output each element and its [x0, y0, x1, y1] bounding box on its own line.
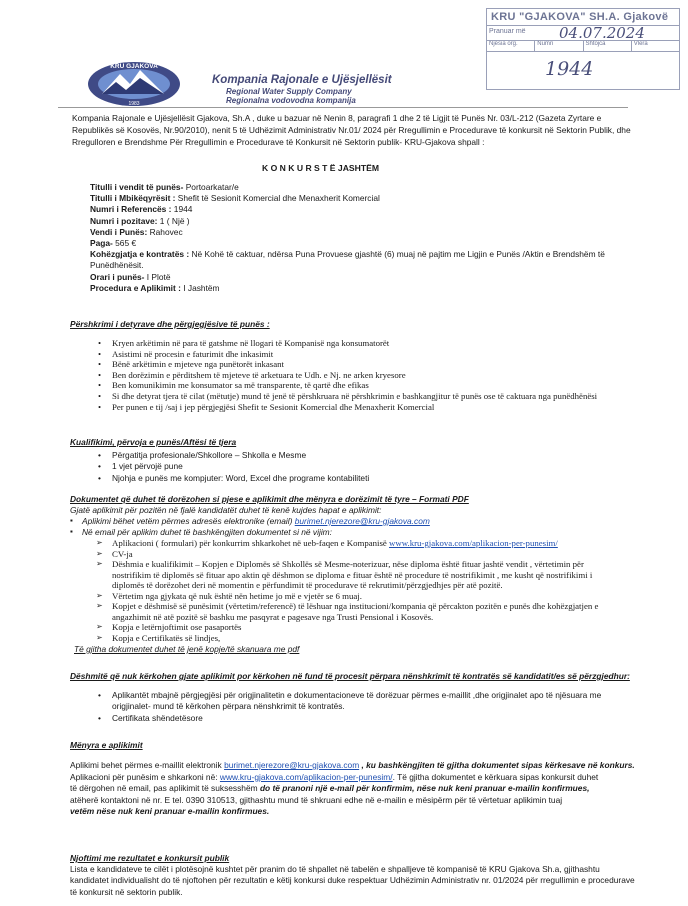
company-logo — [86, 60, 182, 108]
page-title: K O N K U R S T Ë JASHTËM — [262, 163, 379, 173]
field-row: Vendi i Punës: Rahovec — [90, 226, 183, 237]
list-item: ▪ Në email për aplikim duhet të bashkëngjiten dokumentet si në vijim: — [82, 527, 622, 538]
company-name: Kompania Rajonale e Ujësjellësit — [212, 74, 392, 86]
duties-heading: Përshkrimi i detyrave dhe përgjegjësive të punës : — [70, 319, 270, 329]
company-name-sr: Regionalna vodovodna kompanija — [226, 96, 356, 105]
stamp-col: Shtojca — [584, 41, 632, 51]
documents-heading: Dokumentet që duhet të dorëzohen si pjese e aplikimit dhe mënyra e dorëzimit të tyre – Formati PDF — [70, 494, 469, 504]
duties-list — [112, 338, 612, 412]
logo-text: KRU GJAKOVA — [110, 63, 158, 70]
qualifications-heading: Kualifikimi, përvoja e punës/Aftësi të tjera — [70, 437, 237, 447]
results-heading: Njoftimi me rezultatet e konkursit publik — [70, 853, 230, 863]
stamp-number: 1944 — [545, 58, 594, 80]
method-form-link[interactable]: www.kru-gjakova.com/aplikacion-per-punesim/ — [219, 771, 393, 782]
list-item: • Certifikata shëndetësore — [112, 713, 622, 724]
proof-heading: Dëshmitë që nuk kërkohen gjate aplikimit por kërkohen në fund të procesit përpara nënshkrimit të kontratës së kandidatit/es së përzgjedhur: — [70, 671, 630, 681]
list-item: • Si dhe detyrat tjera të cilat (mëtutje) mund të jenë të përshkruara në përshkrimin e bashkangjitur të punës ose të caktuara nga punëdhënësi — [112, 391, 612, 402]
documents-footer: Të gjitha dokumentet duhet të jenë kopje/të skanuara me pdf — [74, 644, 300, 654]
list-item: • Ben komunikimin me konsumator sa më transparente, të qartë dhe efikas — [112, 380, 612, 391]
stamp-date: 04.07.2024 — [559, 24, 645, 42]
stamp-col: Vlera — [633, 41, 648, 47]
documents-intro: Gjatë aplikimit për pozitën në fjalë kandidatët duhet të kenë kujdes hapat e aplikimit: — [70, 505, 382, 515]
stamp-col: Numri — [535, 41, 583, 51]
field-row: Procedura e Aplikimit : I Jashtëm — [90, 282, 220, 293]
list-item: • Ben dorëzimin e përditshem të mjeteve të arketuara te Udh. e Nj. ne arken kryesore — [112, 370, 612, 381]
list-item: • 1 vjet përvojë pune — [112, 461, 612, 472]
stamp-row-label: Pranuar më — [489, 28, 526, 35]
intro-paragraph: Kompania Rajonale e Ujësjellësit Gjakova, Sh.A , duke u bazuar në Nenin 8, paragrafi 1 dhe 2 të Ligjit të Punës Nr. 03/L-212 (Gazeta Zyrtare e Republikës së Kosovës, Nr.90/2010), nenit 5 të Udhëzimit Administrativ Nr.01/ 2024 për Rregullimin e Procedurave të konkursit në Sektorin Publik, dhe Rregulloren e Brendshme Për Rregullimin e Procedurave të Konkursit në Sektorin publik- KRU-Gjakova shpall : — [72, 113, 631, 147]
list-item: ➢ Kopjet e dëshmisë së punësimit (vërtetim/referencë) të lëshuar nga institucioni/kompania që përcakton pozitën e punës dhe kohëzgjatjen e angazhimit në atë pozitë së bashku me pasqyrat e pagesave nga Trusti Pensional i Kosovës. — [112, 601, 622, 622]
list-item: • Per punen e tij /saj i jep përgjegjësi Shefit te Sesionit Komercial dhe Menaxherit Komercial — [112, 402, 612, 413]
list-item: • Bënë arkëtimin e mjeteve nga punëtorët inkasant — [112, 359, 612, 370]
list-item: • Njohja e punës me kompjuter: Word, Excel dhe programe kontabiliteti — [112, 473, 612, 484]
field-row: Numri i pozitave: 1 ( Një ) — [90, 215, 190, 226]
list-item: ➢ Kopja e Certifikatës së lindjes, — [112, 633, 622, 644]
list-item: ➢ CV-ja — [112, 549, 622, 560]
results-paragraph: Lista e kandidateve te cilët i plotësojnë kushtet për pranim do të shpallet në tabelën e shpalljeve të kompanisë të KRU Gjakova Sh.a, gjithashtu kandidatet individualisht do të njoftohen për rezultatin e këtij konkursi duke respektuar Udhëzimin Administrativ nr. 01/2024 për rregullimin e procedurave të konkursit në sektorin publik. — [70, 864, 635, 897]
method-heading: Mënyra e aplikimit — [70, 740, 143, 750]
company-name-en: Regional Water Supply Company — [226, 87, 352, 96]
field-row: Orari i punës- I Plotë — [90, 271, 171, 282]
list-item: ➢ Dëshmia e kualifikimit – Kopjen e Diplomës së Shkollës së Mesme-noterizuar, nëse diploma është fituar jashtë vendit , vërtetimin për nostrifikim të diplomës së fituar apo aktin që dëshmon se diploma e fituar është në procedure të nostrifikimit , me kusht që nostrifikimi i diplomës të dorëzohet deri në momentin e përfundimit të procedurave të rekrutimit/përzgjedhjes për atë pozitë. — [112, 559, 622, 591]
field-row: Kohëzgjatja e kontratës : Në Kohë të caktuar, ndërsa Puna Provuese gjashtë (6) muaj në pajtim me Ligjin e Punës /Aktin e Brendshëm të Punëdhënësit. — [90, 249, 605, 271]
list-item: ➢ Aplikacioni ( formulari) për konkurrim shkarkohet në ueb-faqen e Kompanisë www.kru-gjakova.com/aplikacion-per-punesim/ — [112, 538, 622, 549]
header-divider — [58, 107, 628, 108]
qualifications-list — [112, 450, 612, 484]
documents-list — [112, 538, 622, 643]
method-paragraph: Aplikimi behet përmes e-maillit elektronik burimet.njerezore@kru-gjakova.com , ku bashkëngjiten të gjitha dokumentet sipas kërkesave në konkurs. Aplikacioni për punësim e shkarkoni në: www.kru-gjakova.com/aplikacion-per-punesim/. Të gjitha dokumentet e kërkuara sipas konkursit duhet të dërgohen në email, pas aplikimit të suksesshëm do të pranoni një e-mail për konfirmim, nëse nuk keni pranuar e-mailin konfirmues, atëherë kontaktoni në nr. E tel. 0390 310513, gjithashtu mund të shkruani edhe në e-mailin e mësipërm për të vërtetuar aplikimin tuaj vetëm nëse nuk keni pranuar e-mailin konfirmues. — [70, 760, 635, 817]
list-item: ➢ Vërtetim nga gjykata që nuk është nën hetime jo më e vjetër se 6 muaj. — [112, 591, 622, 602]
field-row: Paga- 565 € — [90, 238, 137, 249]
stamp-columns — [487, 41, 679, 52]
application-form-link[interactable]: www.kru-gjakova.com/aplikacion-per-punesim/ — [389, 538, 558, 548]
method-email-link[interactable]: burimet.njerezore@kru-gjakova.com — [224, 760, 360, 770]
list-item: ▪ Aplikimi bëhet vetëm përmes adresës elektronike (email) burimet.njerezore@kru-gjakova.com — [82, 516, 622, 527]
field-row: Titulli i Mbikëqyrësit : Shefit të Sesionit Komercial dhe Menaxherit Komercial — [90, 193, 380, 204]
email-link[interactable]: burimet.njerezore@kru-gjakova.com — [294, 516, 430, 526]
stamp-number-box — [487, 52, 679, 92]
list-item: • Kryen arkëtimin në para të gatshme në llogari të Kompanisë nga konsumatorët — [112, 338, 612, 349]
job-fields — [90, 182, 610, 294]
list-item: • Asistimi në procesin e faturimit dhe inkasimit — [112, 349, 612, 360]
list-item: • Aplikantët mbajnë përgjegjësi për origjinalitetin e dokumentacioneve të dorëzuar përmes e-maillit ,dhe origjinalet apo të njësuara me origjinalet- mund të kërkohen përpara nënshkrimit të kontratës. — [112, 690, 622, 713]
field-row: Numri i Referencës : 1944 — [90, 204, 193, 215]
stamp-col: Njësia org. — [487, 41, 535, 51]
stamp-header: KRU "GJAKOVA" SH.A. Gjakovë — [487, 9, 679, 26]
stamp-date-row — [487, 26, 679, 41]
proof-list — [112, 690, 622, 724]
logo-year: 1983 — [128, 101, 140, 107]
list-item: ➢ Kopja e letërnjoftimit ose pasaportës — [112, 622, 622, 633]
registry-stamp — [486, 8, 680, 90]
list-item: • Përgatitja profesionale/Shkollore – Shkolla e Mesme — [112, 450, 612, 461]
field-row: Titulli i vendit të punës- Portoarkatar/e — [90, 182, 239, 192]
documents-steps — [82, 516, 622, 537]
